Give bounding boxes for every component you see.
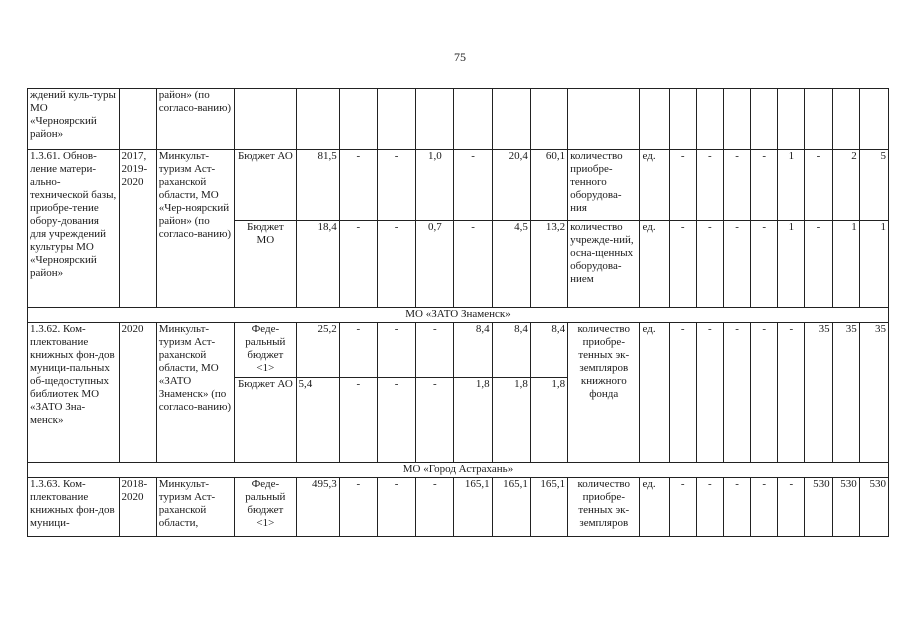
year-value-cell: 8,4: [530, 323, 567, 378]
year-value-cell: 1,0: [416, 150, 454, 221]
indicator-value-cell: 1: [778, 221, 805, 308]
year-value-cell: -: [454, 150, 492, 221]
section-row-znamensk: [28, 308, 889, 323]
indicator-value-cell: -: [696, 323, 723, 463]
section-row-astrakhan: [28, 463, 889, 478]
unit-cell: ед.: [640, 150, 669, 221]
year-value-cell: -: [416, 478, 454, 537]
executor-cell: Минкульт-туризм Аст-раханской области, МО «Чер-ноярский район» (по согласо-ванию): [156, 150, 234, 308]
activity-cell: 1.3.61. Обнов-ление матери-ально-технической базы, приобре-тение обору-дования для учреждений культуры МО «Черноярский район»: [28, 150, 120, 308]
indicator-cell: количество приобре-тенного оборудова-ния: [568, 150, 640, 221]
indicator-value-cell: -: [751, 221, 778, 308]
year-value-cell: 165,1: [530, 478, 567, 537]
indicator-value-cell: 2: [832, 150, 859, 221]
year-value-cell: 8,4: [454, 323, 492, 378]
year-value-cell: -: [339, 221, 377, 308]
year-value-cell: 1,8: [454, 378, 492, 463]
year-value-cell: -: [339, 150, 377, 221]
year-value-cell: -: [416, 323, 454, 378]
year-value-cell: 165,1: [454, 478, 492, 537]
indicator-value-cell: 35: [832, 323, 859, 463]
indicator-value-cell: -: [723, 150, 750, 221]
unit-cell: ед.: [640, 221, 669, 308]
indicator-value-cell: -: [778, 478, 805, 537]
indicator-value-cell: -: [696, 221, 723, 308]
table-row-1-3-62-federal: [28, 323, 889, 378]
unit-cell: ед.: [640, 323, 669, 463]
year-value-cell: -: [378, 150, 416, 221]
years-cell: 2017, 2019-2020: [119, 150, 156, 308]
year-value-cell: 4,5: [492, 221, 530, 308]
funding-source-cell: Бюджет АО: [235, 150, 296, 221]
funding-source-cell: Феде-ральный бюджет <1>: [235, 323, 296, 378]
table-row-1-3-63-federal: [28, 478, 889, 537]
indicator-value-cell: 1: [859, 221, 888, 308]
section-title: МО «ЗАТО Знаменск»: [28, 308, 889, 323]
total-cell: 495,3: [296, 478, 339, 537]
total-cell: 25,2: [296, 323, 339, 378]
indicator-value-cell: -: [669, 323, 696, 463]
funding-source-cell: Феде-ральный бюджет <1>: [235, 478, 296, 537]
indicator-value-cell: 530: [805, 478, 832, 537]
indicator-value-cell: -: [805, 221, 832, 308]
year-value-cell: -: [339, 478, 377, 537]
indicator-value-cell: -: [751, 150, 778, 221]
total-cell: 18,4: [296, 221, 339, 308]
indicator-value-cell: 35: [805, 323, 832, 463]
year-value-cell: -: [339, 323, 377, 378]
total-cell: 5,4: [296, 378, 339, 463]
year-value-cell: 1,8: [530, 378, 567, 463]
indicator-value-cell: -: [723, 478, 750, 537]
executor-cell: район» (по согласо-ванию): [156, 89, 234, 150]
indicator-value-cell: 530: [832, 478, 859, 537]
unit-cell: ед.: [640, 478, 669, 537]
indicator-value-cell: -: [669, 221, 696, 308]
years-cell: 2018-2020: [119, 478, 156, 537]
indicator-value-cell: -: [723, 323, 750, 463]
year-value-cell: -: [378, 221, 416, 308]
year-value-cell: -: [339, 378, 377, 463]
indicator-cell: количество приобре-тенных эк-земпляров книжного фонда: [568, 323, 640, 463]
indicator-value-cell: -: [696, 150, 723, 221]
executor-cell: Минкульт-туризм Аст-раханской области,: [156, 478, 234, 537]
year-value-cell: -: [454, 221, 492, 308]
indicator-value-cell: -: [696, 478, 723, 537]
indicator-value-cell: -: [669, 478, 696, 537]
year-value-cell: 1,8: [492, 378, 530, 463]
year-value-cell: -: [416, 378, 454, 463]
year-value-cell: 20,4: [492, 150, 530, 221]
year-value-cell: 60,1: [530, 150, 567, 221]
section-title: МО «Город Астрахань»: [28, 463, 889, 478]
indicator-value-cell: 1: [832, 221, 859, 308]
indicator-cell: количество учрежде-ний, осна-щенных оборудова-нием: [568, 221, 640, 308]
year-value-cell: 0,7: [416, 221, 454, 308]
indicator-value-cell: -: [778, 323, 805, 463]
indicator-value-cell: -: [805, 150, 832, 221]
year-value-cell: -: [378, 378, 416, 463]
year-value-cell: -: [378, 323, 416, 378]
table-row-continuation: [28, 89, 889, 150]
indicator-value-cell: 5: [859, 150, 888, 221]
years-cell: 2020: [119, 323, 156, 463]
year-value-cell: 165,1: [492, 478, 530, 537]
funding-source-cell: Бюджет МО: [235, 221, 296, 308]
indicator-cell: количество приобре-тенных эк-земпляров: [568, 478, 640, 537]
indicator-value-cell: 1: [778, 150, 805, 221]
indicator-value-cell: -: [723, 221, 750, 308]
indicator-value-cell: -: [751, 323, 778, 463]
years-cell: [119, 89, 156, 150]
indicator-value-cell: 530: [859, 478, 888, 537]
indicator-value-cell: 35: [859, 323, 888, 463]
year-value-cell: 8,4: [492, 323, 530, 378]
indicator-value-cell: -: [669, 150, 696, 221]
indicator-value-cell: -: [751, 478, 778, 537]
activity-cell: ждений куль-туры МО «Черноярский район»: [28, 89, 120, 150]
year-value-cell: 13,2: [530, 221, 567, 308]
program-activities-table: [27, 88, 889, 537]
year-value-cell: -: [378, 478, 416, 537]
funding-source-cell: Бюджет АО: [235, 378, 296, 463]
total-cell: 81,5: [296, 150, 339, 221]
table-row-1-3-61-regional: [28, 150, 889, 221]
activity-cell: 1.3.63. Ком-плектование книжных фон-дов муници-: [28, 478, 120, 537]
activity-cell: 1.3.62. Ком-плектование книжных фон-дов муници-пальных об-щедоступных библиотек МО «ЗАТО Зна-менск»: [28, 323, 120, 463]
executor-cell: Минкульт-туризм Аст-раханской области, МО «ЗАТО Знаменск» (по согласо-ванию): [156, 323, 234, 463]
page-number: 75: [454, 50, 466, 64]
